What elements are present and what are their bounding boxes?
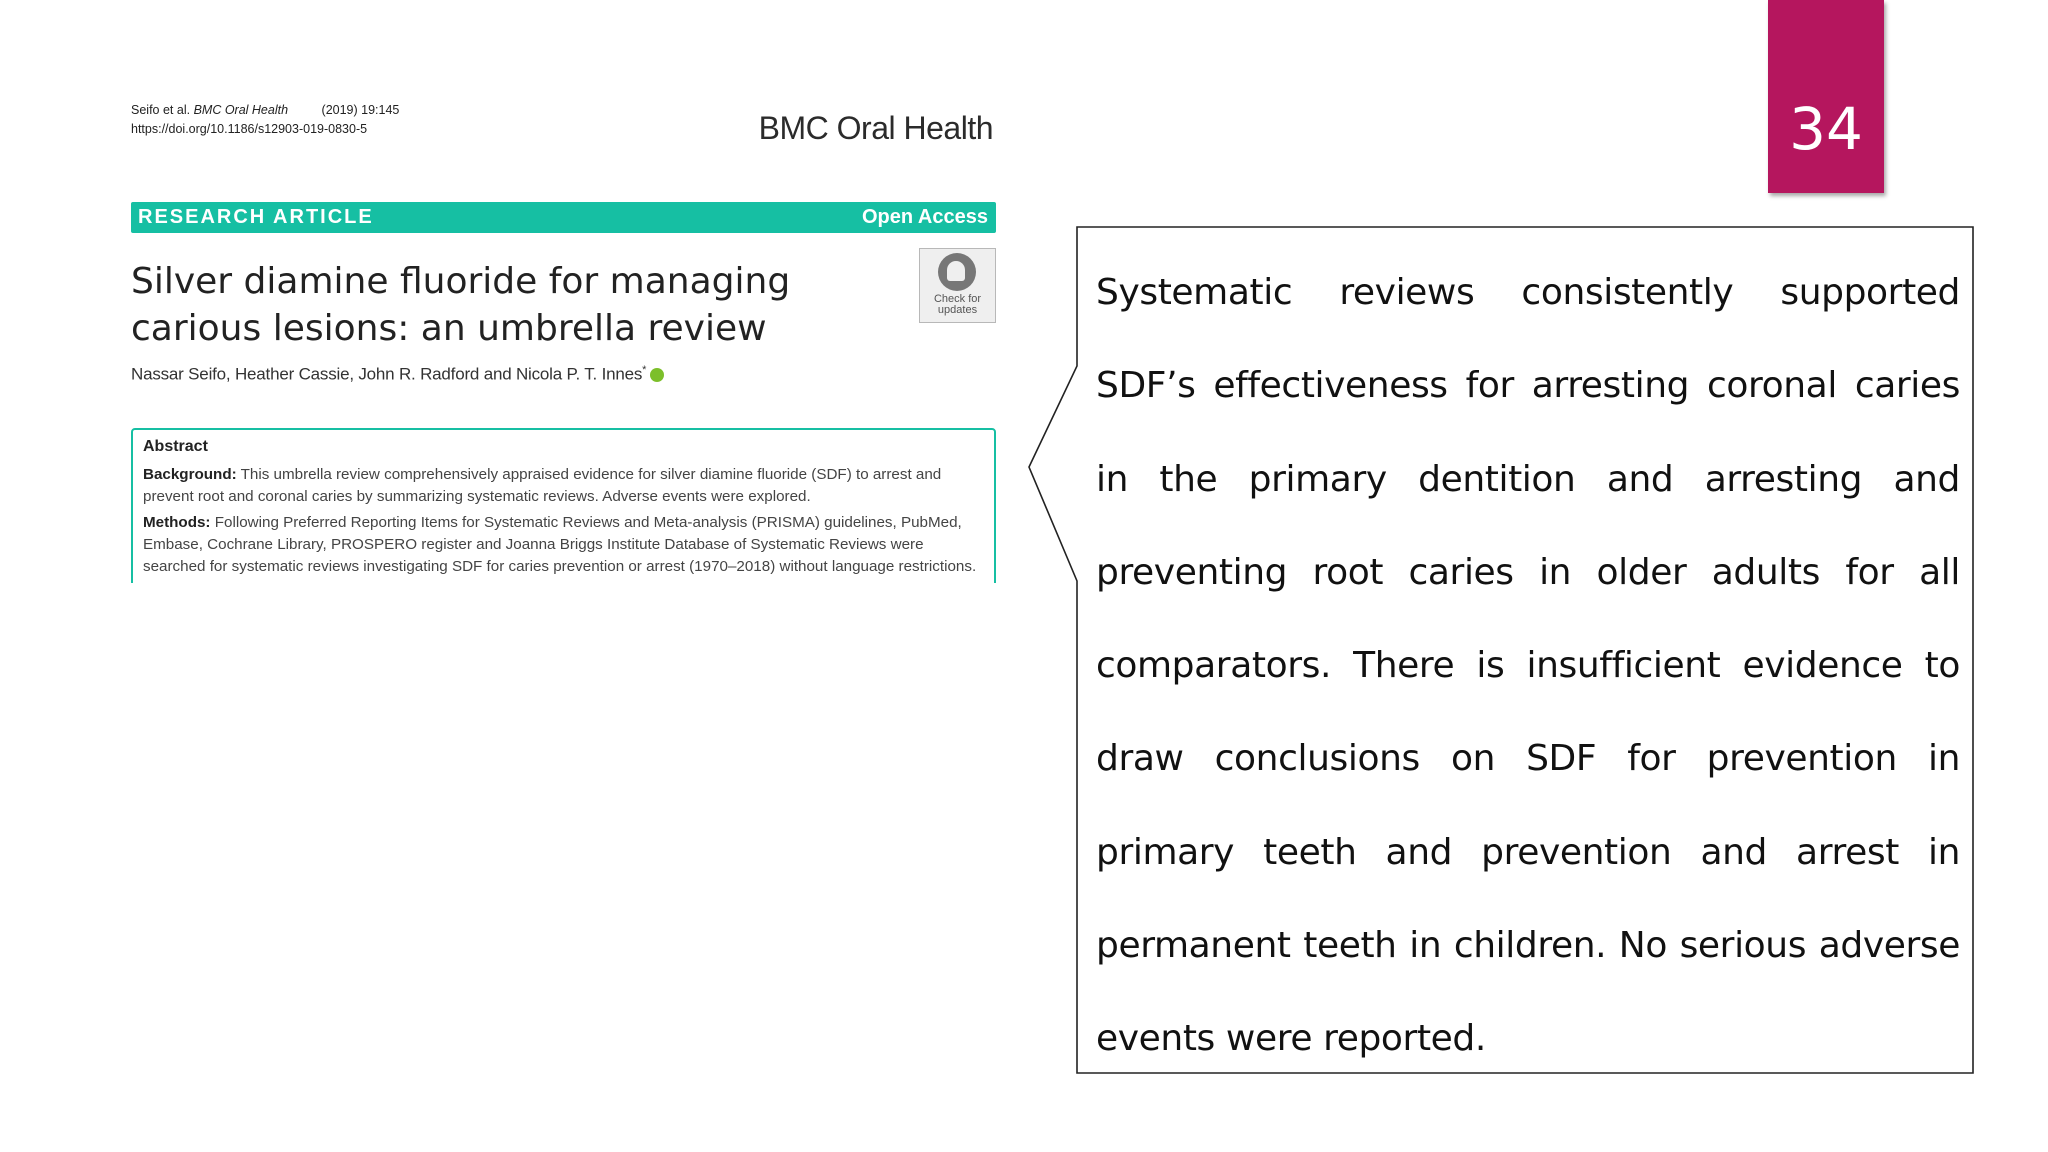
citation-year: (2019) 19:145 xyxy=(321,103,400,117)
methods-text: Following Preferred Reporting Items for Systematic Reviews and Meta-analysis (PRISMA) guidelines, PubMed, Embase, Cochrane Library, PROSPERO register and Joanna Briggs Institute Database of Systematic Reviews were searched for systematic reviews investigating SDF for caries prevention or arrest (1970–2018) without language restrictions. xyxy=(143,514,977,575)
corresponding-author-mark: * xyxy=(642,364,647,376)
callout-text: Systematic reviews consistently supported SDF’s effectiveness for arresting coronal caries in the primary dentition and arresting and preventing root caries in older adults for all comparators. There is insufficient evidence to draw conclusions on SDF for prevention in primary teeth and prevention and arrest in permanent teeth in children. No serious adverse events were reported. xyxy=(1096,272,1960,1060)
methods-label: Methods: xyxy=(143,514,211,531)
citation-doi: https://doi.org/10.1186/s12903-019-0830-5 xyxy=(131,122,368,136)
author-list: Nassar Seifo, Heather Cassie, John R. Radford and Nicola P. T. Innes xyxy=(131,364,643,384)
citation-authors: Seifo et al. xyxy=(131,103,191,117)
open-access-label: Open Access xyxy=(862,206,988,228)
check-for-updates-line-1: Check for xyxy=(933,293,982,305)
article-type: RESEARCH ARTICLE xyxy=(138,206,374,228)
journal-brand: BMC Oral Health xyxy=(758,110,993,146)
citation-journal: BMC Oral Health xyxy=(193,103,289,117)
article-title-line-1: Silver diamine fluoride for managing xyxy=(131,261,791,302)
article-title-line-2: carious lesions: an umbrella review xyxy=(131,308,767,349)
background-label: Background: xyxy=(143,466,237,483)
background-text: This umbrella review comprehensively appraised evidence for silver diamine fluoride (SDF) to arrest and prevent root and coronal caries by summarizing systematic reviews. Adverse events were explored. xyxy=(143,466,942,505)
check-for-updates-line-2: updates xyxy=(937,304,978,316)
page-number: 34 xyxy=(1789,95,1863,163)
abstract-heading: Abstract xyxy=(143,438,208,455)
